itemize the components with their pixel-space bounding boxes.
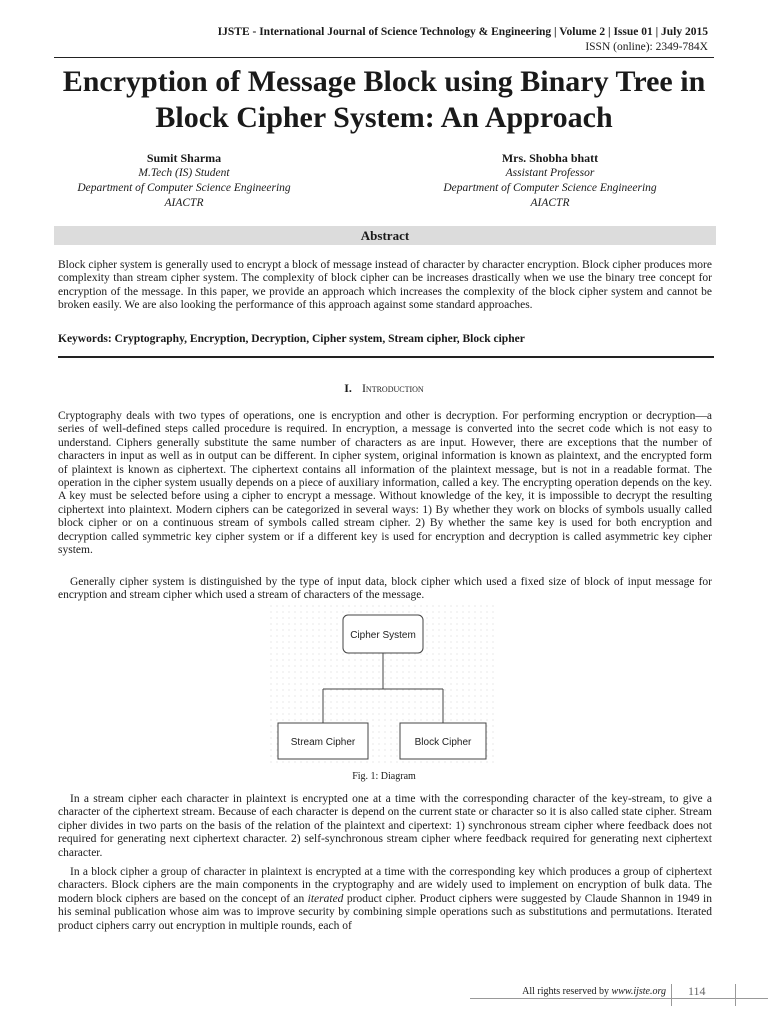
issn-line: ISSN (online): 2349-784X bbox=[585, 41, 708, 53]
paper-title bbox=[40, 64, 728, 136]
footer-divider bbox=[470, 998, 768, 999]
journal-header: IJSTE - International Journal of Science Technology & Engineering | Volume 2 | Issue 01 | July 2015 bbox=[217, 26, 708, 38]
author-block-2 bbox=[400, 151, 700, 211]
author-department: Department of Computer Science Engineering bbox=[77, 182, 291, 194]
section-title: Introduction bbox=[361, 381, 424, 395]
abstract-text: Block cipher system is generally used to encrypt a block of message instead of character by character encryption. Block cipher produces more complexity than stream cipher system. The complexity of block cipher can be increases drastically when we use the binary tree concept for encryption of the message. In this paper, we provide an approach which increases the complexity of the block cipher system and cannot be broken easily. We are also looking the performance of this approach against some standard approaches. bbox=[58, 259, 712, 312]
figure-caption: Fig. 1: Diagram bbox=[352, 771, 416, 782]
block-text-start: In a block cipher a group of character in plaintext is encrypted at a time with the corresponding key which produces a group of ciphertext characters. Block ciphers are the main components in the cryptography and are widely used to implement on encryption of bulk data. The modern block ciphers are based on the concept of an bbox=[58, 866, 712, 905]
section-number: I. bbox=[344, 381, 352, 395]
page-number: 114 bbox=[688, 984, 706, 998]
author-role: Assistant Professor bbox=[505, 167, 595, 179]
author-role: M.Tech (IS) Student bbox=[138, 167, 230, 179]
footer-tick bbox=[671, 984, 672, 1006]
keywords: Keywords: Cryptography, Encryption, Decryption, Cipher system, Stream cipher, Block cipher bbox=[58, 333, 525, 345]
author-block-1 bbox=[34, 151, 334, 211]
author-institute: AIACTR bbox=[530, 197, 570, 209]
author-name: Sumit Sharma bbox=[146, 151, 222, 165]
journal-url[interactable]: www.ijste.org bbox=[611, 986, 666, 997]
block-cipher-paragraph bbox=[58, 866, 712, 933]
rights-text: All rights reserved by bbox=[522, 986, 612, 997]
title-line-1: Encryption of Message Block using Binary Tree in bbox=[62, 65, 706, 98]
abstract-heading: Abstract bbox=[54, 226, 716, 245]
footer-tick bbox=[735, 984, 736, 1006]
author-name: Mrs. Shobha bhatt bbox=[501, 151, 599, 165]
intro-paragraph-2: Generally cipher system is distinguished by the type of input data, block cipher which used a fixed size of block of input message for encryption and stream cipher which used a stream of characters of the message. bbox=[58, 576, 712, 602]
section-heading bbox=[0, 381, 768, 396]
intro-paragraph-1: Cryptography deals with two types of operations, one is encryption and other is decryption. For performing encryption or decryption—a series of well-defined steps called procedure is required. In encryption, a message is converted into the secret code which is not easy to understand. Ciphers generally substitute the same number of characters as are input. However, there are exceptions that the number of characters in input as well as in output can be different. In cipher system, original information is known as plaintext, and the encrypted form of plaintext is known as ciphertext. The ciphertext contains all information of the plaintext message, but is not in a readable format. The operation in the cipher system usually depends on a piece of auxiliary information, called a key. The encrypting operation depends on the key. A key must be selected before using a cipher to encrypt a message. Without knowledge of the key, it is impossible to decrypt the resulting ciphertext into plaintext. Modern ciphers can be categorized in several ways: 1) By whether they work on blocks of symbols usually called block cipher or on a continuous stream of symbols called stream cipher. 2) By whether the same key is used for both encryption and decryption called symmetric key cipher system or if a different key is used for encryption and decryption is called asymmetric key cipher system. bbox=[58, 410, 712, 557]
block-text-end: product cipher. Product ciphers were suggested by Claude Shannon in 1949 in his seminal publication whose aim was to improve security by combining simple operations such as substitutions and permutations. Iterated product ciphers carry out encryption in multiple rounds, each of bbox=[58, 892, 712, 932]
author-department: Department of Computer Science Engineering bbox=[443, 182, 657, 194]
footer-rights bbox=[470, 986, 666, 997]
node-label-right: Block Cipher bbox=[414, 737, 472, 748]
author-institute: AIACTR bbox=[164, 197, 204, 209]
cipher-diagram bbox=[270, 605, 496, 767]
section-divider bbox=[58, 356, 714, 358]
title-line-2: Block Cipher System: An Approach bbox=[155, 101, 613, 134]
node-label-root: Cipher System bbox=[350, 630, 416, 641]
stream-cipher-paragraph: In a stream cipher each character in plaintext is encrypted one at a time with the corresponding character of the key-stream, to give a character of the ciphertext stream. Because of each character is depend on the current state or character so it is also called state cipher. Stream cipher divides in two parts on the basis of the relation of the plaintext and cipertext: 1) synchronous stream cipher where feedback does not required for generating next ciphertext character. 2) self-synchronous stream cipher where feedback required for generating next ciphertext character. bbox=[58, 793, 712, 859]
header-divider bbox=[54, 57, 714, 58]
node-label-left: Stream Cipher bbox=[290, 737, 356, 748]
block-text-italic: iterated bbox=[307, 892, 344, 905]
